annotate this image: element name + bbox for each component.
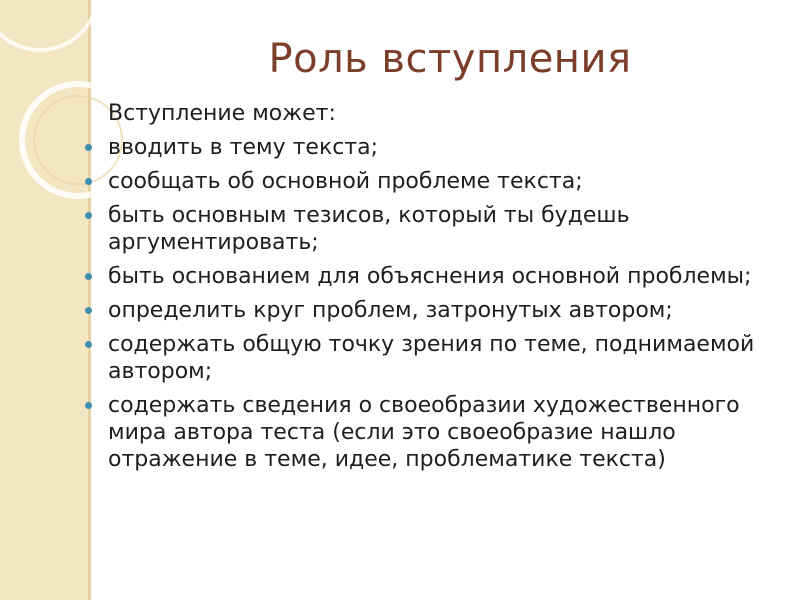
list-item: [80, 202, 770, 256]
bullet-icon: [85, 307, 92, 314]
bullet-icon: [85, 144, 92, 151]
bullet-icon: [85, 178, 92, 185]
list-item-text: сообщать об основной проблеме текста;: [108, 169, 583, 194]
list-item-text: содержать сведения о своеобразии художественного мира автора теста (если это своеобразие нашло отражение в теме, идее, проблематике текста): [108, 393, 740, 472]
bullet-icon: [85, 402, 92, 409]
bullet-icon: [85, 212, 92, 219]
list-item: [80, 297, 770, 324]
slide-title: Роль вступления: [268, 36, 632, 82]
list-item-text: быть основанием для объяснения основной проблемы;: [108, 264, 752, 289]
bullet-icon: [85, 273, 92, 280]
list-item: [80, 263, 770, 290]
list-item: [80, 331, 770, 385]
list-item: [80, 392, 770, 473]
list-item: [80, 134, 770, 161]
bullet-icon: [85, 341, 92, 348]
slide-content: [80, 100, 770, 480]
list-item: [80, 168, 770, 195]
list-item-text: определить круг проблем, затронутых автором;: [108, 298, 673, 323]
list-item-text: быть основным тезисов, который ты будешь аргументировать;: [108, 203, 630, 255]
list-item-text: вводить в тему текста;: [108, 135, 379, 160]
list-item-text: содержать общую точку зрения по теме, поднимаемой автором;: [108, 332, 755, 384]
bullet-list: [80, 134, 770, 473]
intro-text: Вступление может:: [108, 101, 336, 126]
